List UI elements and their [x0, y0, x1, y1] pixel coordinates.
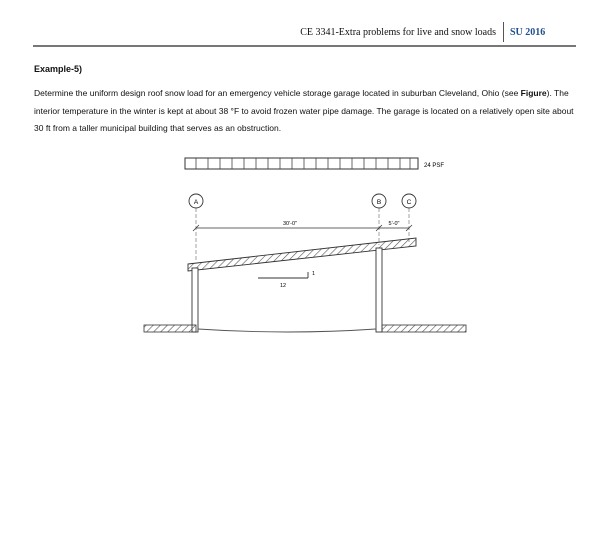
grid-label-c: C [406, 199, 412, 206]
figure-reference: Figure [520, 88, 547, 98]
problem-text-end: ). The interior temperature in the winter is kept at about 38 °F to avoid frozen water pipe damage. The garage is located on a relatively open site about 30 ft from a taller municipal building that serves as an obstruction. [34, 88, 574, 133]
floor-line [198, 329, 376, 332]
uniform-load-block [185, 158, 418, 169]
problem-statement [34, 85, 579, 138]
span-overhang-label: 5'-0" [388, 221, 400, 227]
slope-rise-label: 1 [312, 271, 316, 277]
column-a [192, 268, 198, 332]
slope-indicator [258, 272, 308, 278]
column-b [376, 248, 382, 332]
figure-drawing [130, 150, 490, 340]
garage-section-figure [130, 150, 490, 340]
header-separator [503, 22, 504, 42]
dimension-line [193, 225, 412, 231]
header-rule [33, 45, 576, 47]
grid-label-a: A [193, 199, 199, 206]
span-main-label: 30'-0" [282, 221, 298, 227]
ground-left [144, 325, 196, 332]
ground-right [382, 325, 466, 332]
load-label: 24 PSF [424, 163, 445, 169]
slope-run-label: 12 [280, 283, 287, 289]
header-badge: SU 2016 [510, 27, 546, 38]
problem-text-start: Determine the uniform design roof snow load for an emergency vehicle storage garage located in suburban Cleveland, Ohio (see [34, 88, 521, 98]
example-title: Example-5) [34, 64, 83, 74]
header-title: CE 3341-Extra problems for live and snow loads [300, 27, 496, 38]
grid-label-b: B [376, 199, 382, 206]
